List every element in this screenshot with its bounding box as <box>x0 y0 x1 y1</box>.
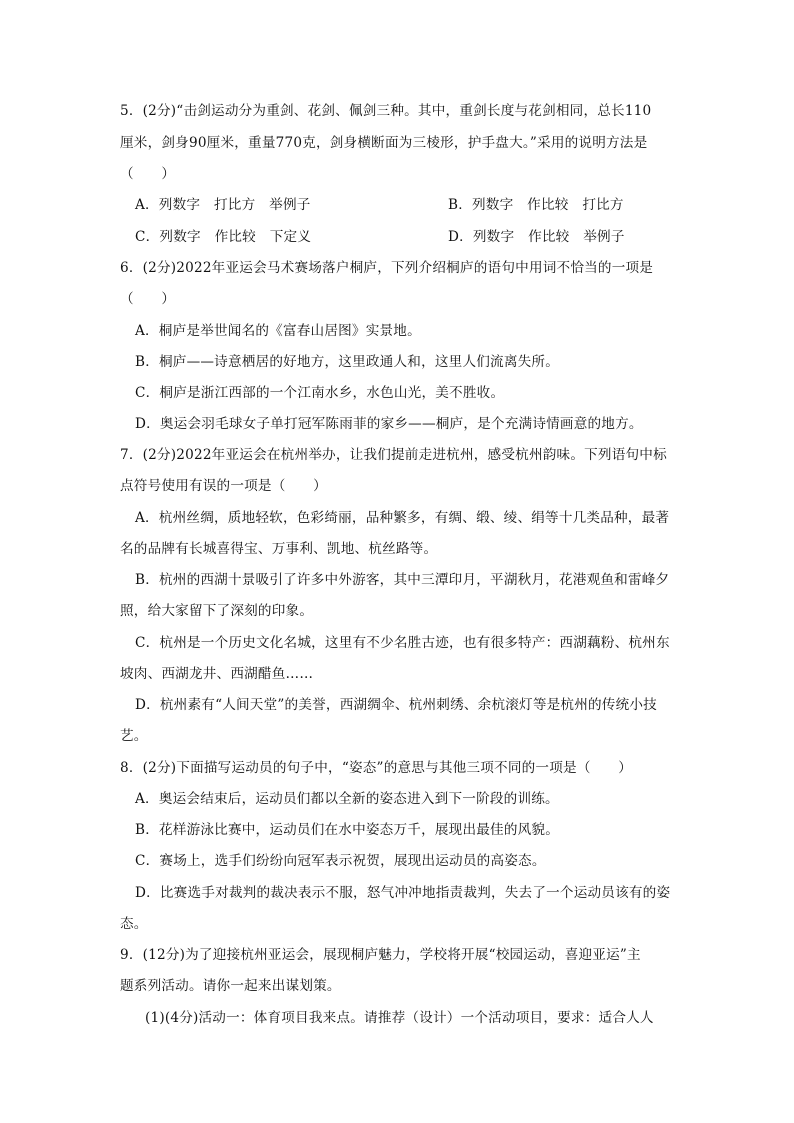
question-6-option-d: D．奥运会羽毛球女子单打冠军陈雨菲的家乡——桐庐，是个充满诗情画意的地方。 <box>135 416 643 432</box>
question-5-line-2: 厘米，剑身90厘米，重量770克，剑身横断面为三棱形，护手盘大。”采用的说明方法是 <box>120 135 648 151</box>
question-8-option-c: C．赛场上，选手们纷纷向冠军表示祝贺，展现出运动员的高姿态。 <box>135 853 546 869</box>
question-9-line-2: 题系列活动。请你一起来出谋划策。 <box>120 978 341 994</box>
question-7-option-a-line-1: A．杭州丝绸，质地轻软，色彩绮丽，品种繁多，有绸、缎、绫、绢等十几类品种，最著 <box>135 510 670 526</box>
question-6-option-b: B．桐庐——诗意栖居的好地方，这里政通人和，这里人们流离失所。 <box>135 354 559 370</box>
question-8-option-d-line-2: 态。 <box>120 916 148 932</box>
question-5-line-3: （ ） <box>120 166 176 182</box>
question-7-option-b-line-2: 照，给大家留下了深刻的印象。 <box>120 603 314 619</box>
question-7-option-b-line-1: B．杭州的西湖十景吸引了许多中外游客，其中三潭印月，平湖秋月，花港观鱼和雷峰夕 <box>135 572 670 588</box>
question-6-option-c: C．桐庐是浙江西部的一个江南水乡，水色山光，美不胜收。 <box>135 385 505 401</box>
question-7-option-d-line-2: 艺。 <box>120 728 148 744</box>
question-9-line-1: 9．(12分)为了迎接杭州亚运会，展现桐庐魅力，学校将开展“校园运动，喜迎亚运”主 <box>120 947 641 963</box>
question-5-option-d: D．列数字 作比较 举例子 <box>448 229 625 245</box>
question-5-line-1: 5．(2分)“击剑运动分为重剑、花剑、佩剑三种。其中，重剑长度与花剑相同，总长110 <box>120 103 652 119</box>
question-8-option-b: B．花样游泳比赛中，运动员们在水中姿态万千，展现出最佳的风貌。 <box>135 822 559 838</box>
question-8-option-d-line-1: D．比赛选手对裁判的裁决表示不服，怒气冲冲地指责裁判，失去了一个运动员该有的姿 <box>135 885 671 901</box>
question-7-option-d-line-1: D．杭州素有“人间天堂”的美誉，西湖绸伞、杭州刺绣、余杭滚灯等是杭州的传统小技 <box>135 697 657 713</box>
question-6-option-a: A．桐庐是举世闻名的《富春山居图》实景地。 <box>135 323 421 339</box>
question-6-line-2: （ ） <box>120 291 176 307</box>
question-7-option-c-line-1: C．杭州是一个历史文化名城，这里有不少名胜古迹，也有很多特产：西湖藕粉、杭州东 <box>135 635 670 651</box>
question-5-option-c: C．列数字 作比较 下定义 <box>135 229 312 245</box>
question-9-subquestion-1: (1)(4分)活动一：体育项目我来点。请推荐（设计）一个活动项目，要求：适合人人 <box>145 1010 654 1026</box>
question-6-line-1: 6．(2分)2022年亚运会马术赛场落户桐庐，下列介绍桐庐的语句中用词不恰当的一项是 <box>120 260 654 276</box>
question-7-option-a-line-2: 名的品牌有长城喜得宝、万事利、凯地、杭丝路等。 <box>120 541 438 557</box>
question-7-option-c-line-2: 坡肉、西湖龙井、西湖醋鱼…… <box>120 666 314 682</box>
question-8-line-1: 8．(2分)下面描写运动员的句子中，“姿态”的意思与其他三项不同的一项是（ ） <box>120 760 632 776</box>
question-5-option-a: A．列数字 打比方 举例子 <box>135 197 311 213</box>
question-5-option-b: B．列数字 作比较 打比方 <box>448 197 624 213</box>
question-8-option-a: A．奥运会结束后，运动员们都以全新的姿态进入到下一阶段的训练。 <box>135 791 559 807</box>
question-7-line-2: 点符号使用有误的一项是（ ） <box>120 478 327 494</box>
question-7-line-1: 7．(2分)2022年亚运会在杭州举办，让我们提前走进杭州，感受杭州韵味。下列语句中标 <box>120 447 667 463</box>
